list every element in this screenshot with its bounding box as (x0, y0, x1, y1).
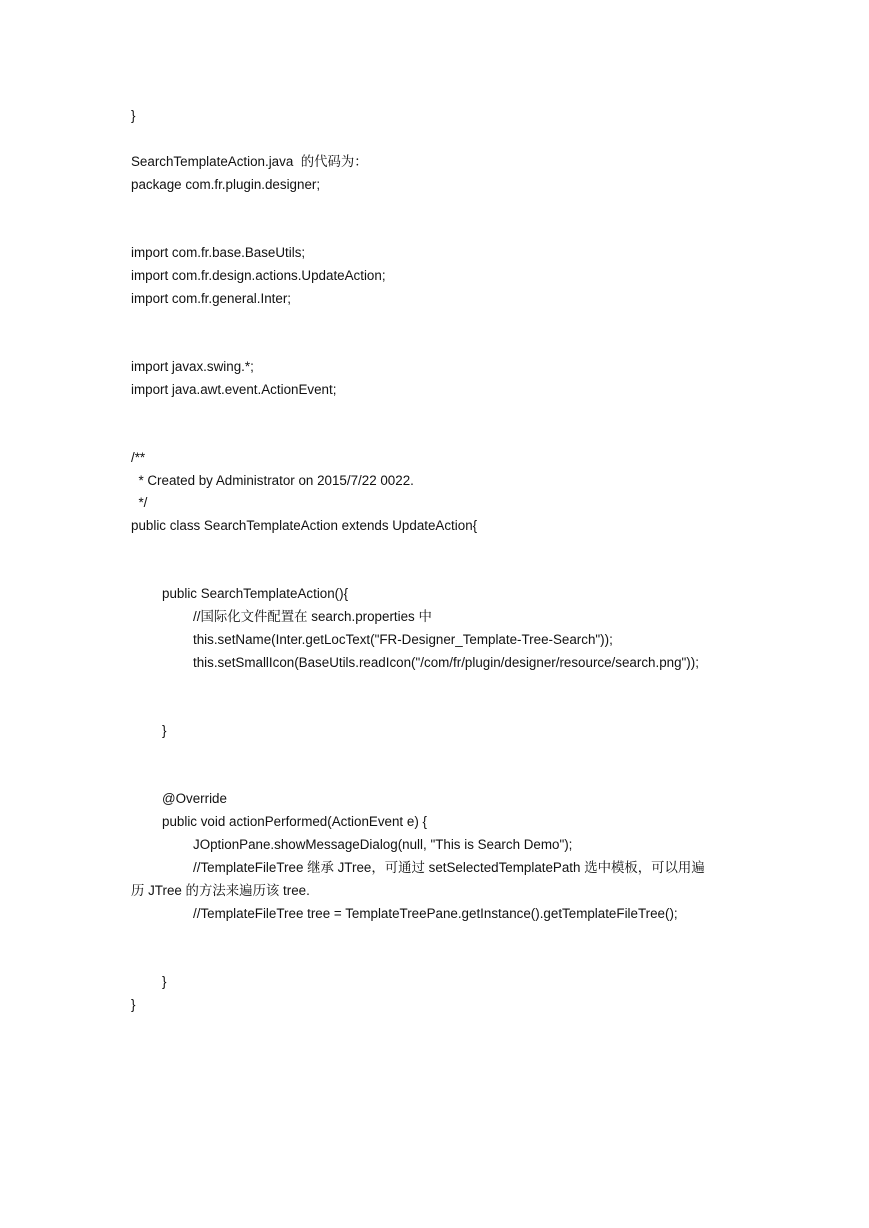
import-line: import javax.swing.*; (131, 359, 254, 374)
import-line: import com.fr.design.actions.UpdateAction; (131, 268, 386, 283)
comment-line: //国际化文件配置在 search.properties 中 (193, 609, 432, 624)
import-line: import com.fr.general.Inter; (131, 291, 292, 306)
comment-line: * Created by Administrator on 2015/7/22 0022. (131, 473, 414, 488)
import-line: import java.awt.event.ActionEvent; (131, 382, 337, 397)
constructor-line: public SearchTemplateAction(){ (162, 586, 349, 601)
comment-line: /** (131, 450, 146, 465)
comment-line: //TemplateFileTree tree = TemplateTreePane.getInstance().getTemplateFileTree(); (193, 906, 678, 921)
file-intro-line: SearchTemplateAction.java 的代码为： (131, 154, 368, 169)
class-declaration-line: public class SearchTemplateAction extends UpdateAction{ (131, 518, 478, 533)
package-line: package com.fr.plugin.designer; (131, 177, 321, 192)
code-line: this.setSmallIcon(BaseUtils.readIcon("/com/fr/plugin/designer/resource/search.png")); (193, 655, 699, 670)
annotation-line: @Override (162, 791, 227, 806)
closing-brace-line: } (162, 723, 167, 738)
import-line: import com.fr.base.BaseUtils; (131, 245, 306, 260)
comment-line: //TemplateFileTree 继承 JTree，可通过 setSelectedTemplatePath 选中模板，可以用遍 (193, 860, 705, 875)
code-line: this.setName(Inter.getLocText("FR-Designer_Template-Tree-Search")); (193, 632, 613, 647)
closing-brace-line: } (131, 108, 136, 123)
method-line: public void actionPerformed(ActionEvent e) { (162, 814, 427, 829)
closing-brace-line: } (131, 997, 136, 1012)
comment-line: */ (131, 495, 148, 510)
closing-brace-line: } (162, 974, 167, 989)
code-line: JOptionPane.showMessageDialog(null, "This is Search Demo"); (193, 837, 573, 852)
comment-line: 历 JTree 的方法来遍历该 tree. (131, 883, 310, 898)
